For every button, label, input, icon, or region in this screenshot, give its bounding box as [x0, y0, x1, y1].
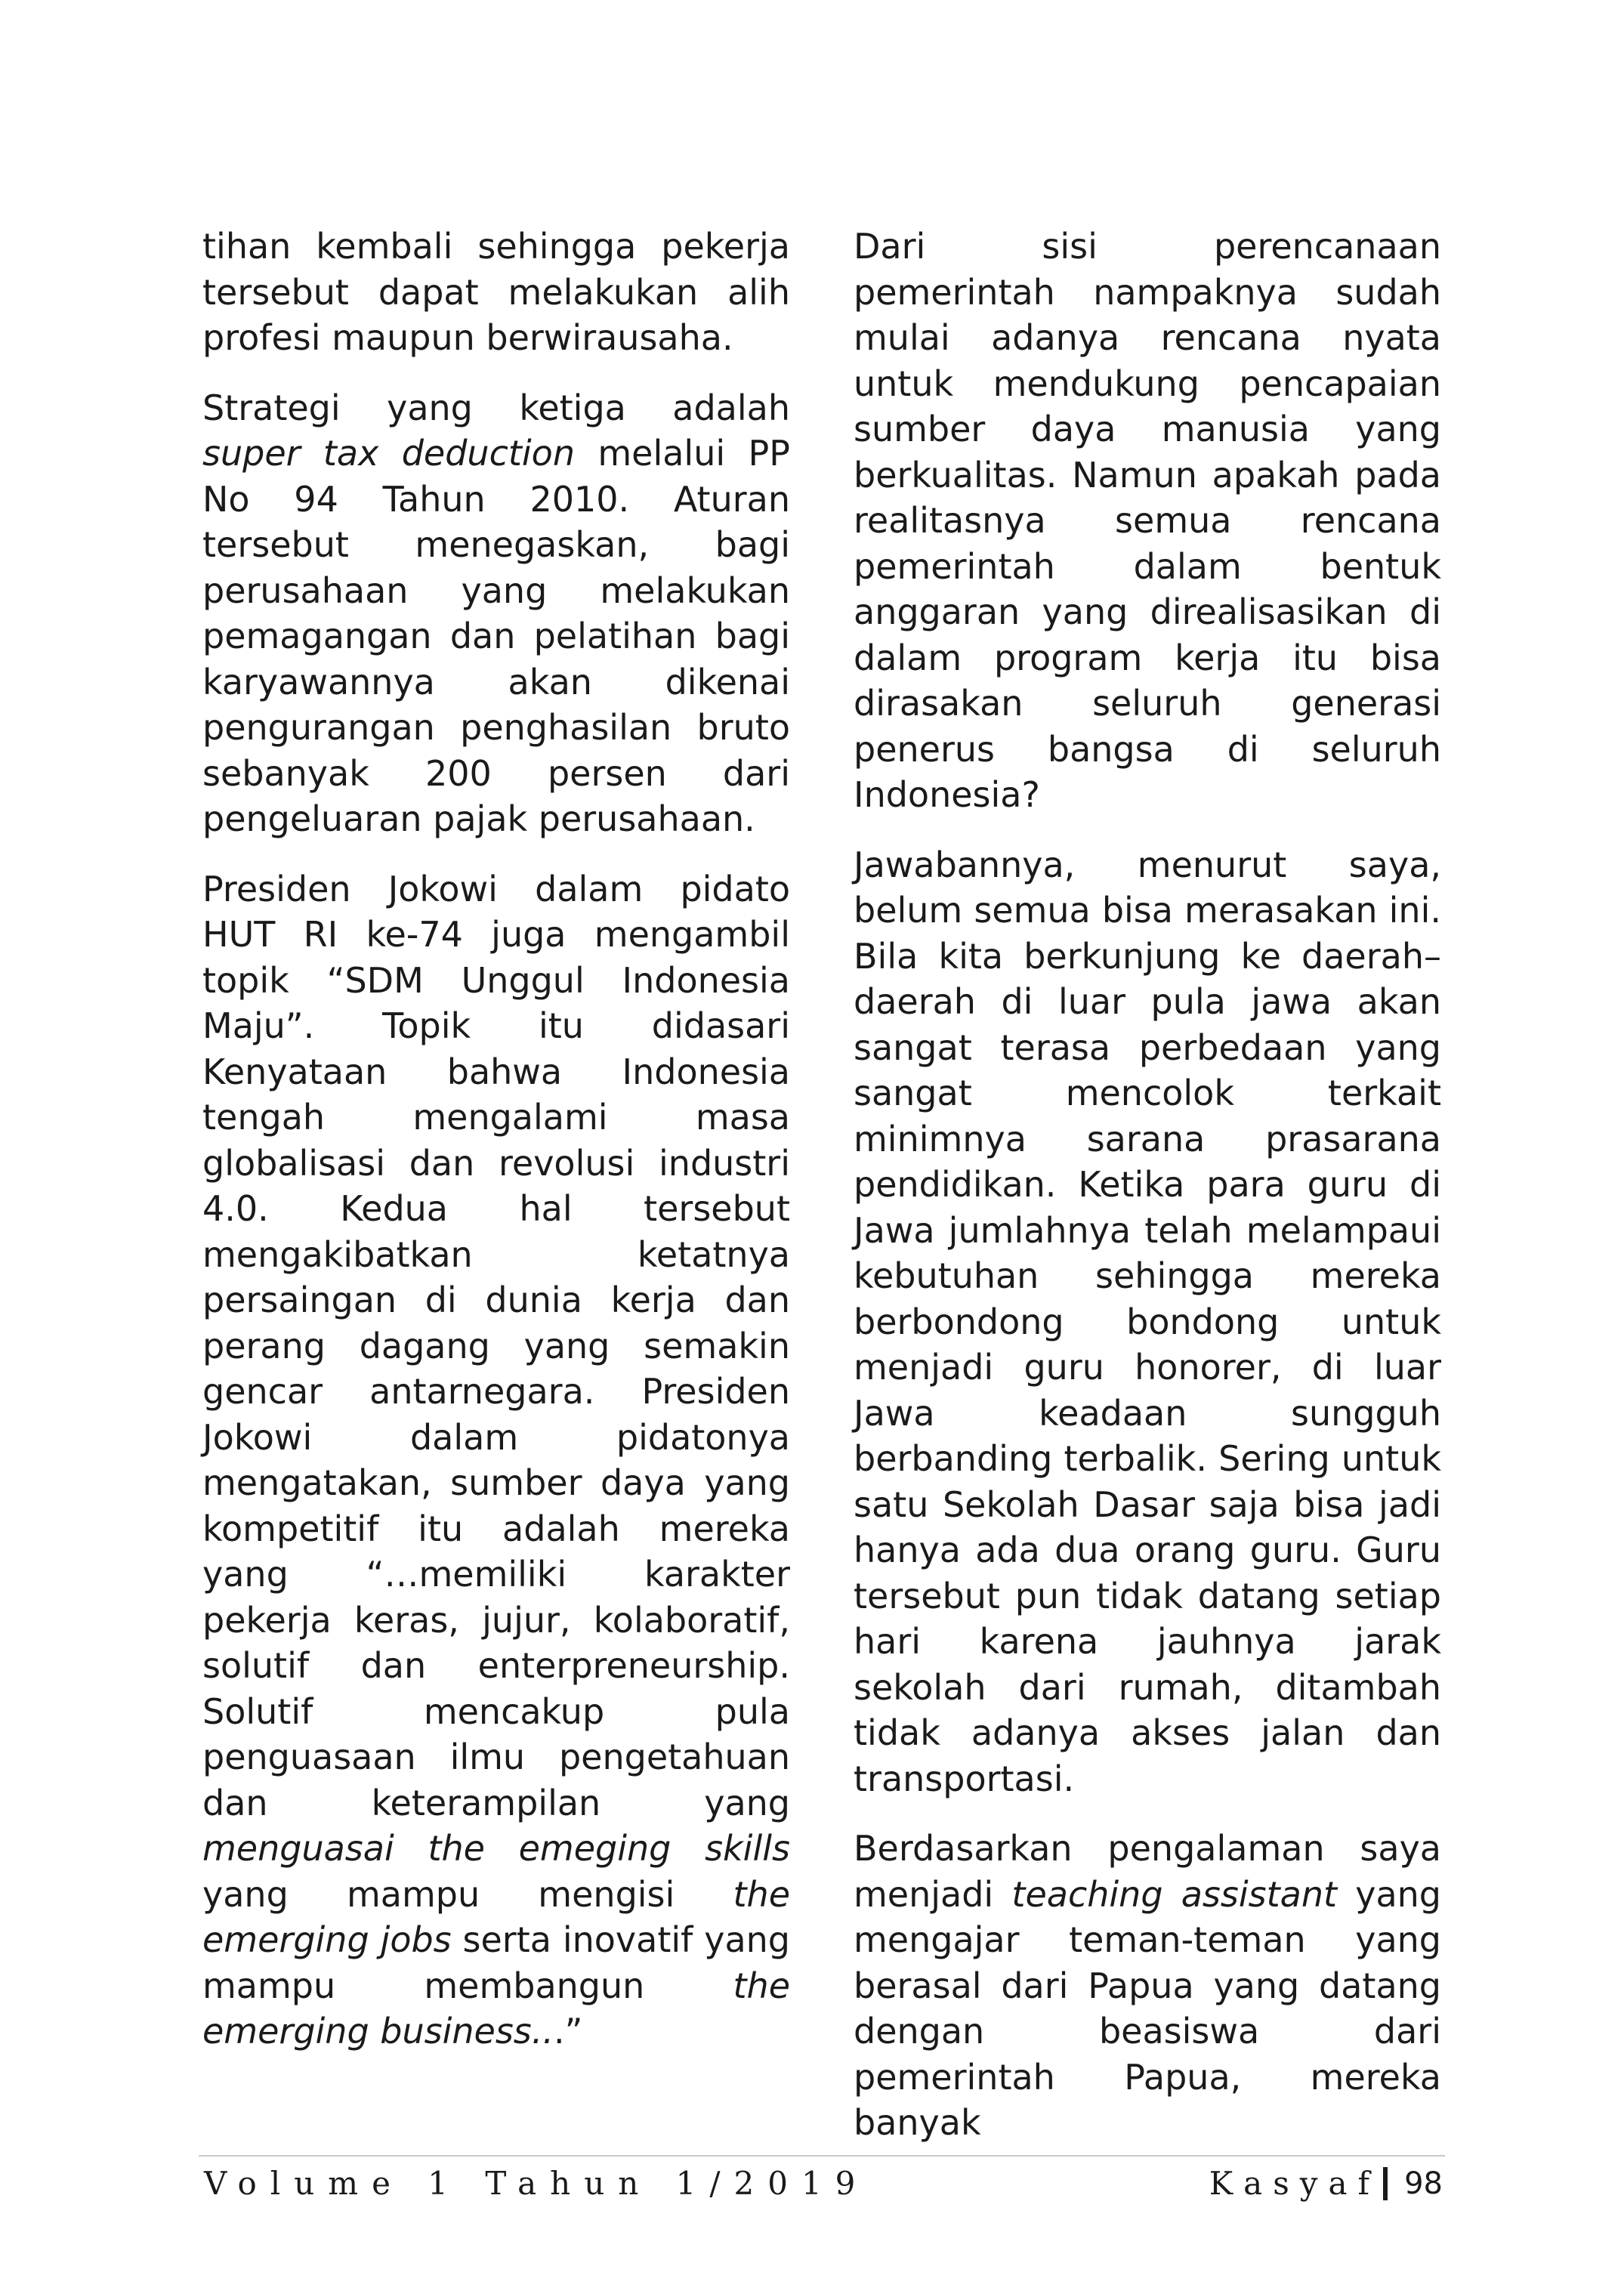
italic-text: menguasai the emeging skills — [202, 1828, 790, 1869]
text-run: Strategi yang ketiga adalah — [202, 387, 790, 428]
separator-bar — [1383, 2167, 1388, 2200]
right-column — [854, 224, 1441, 2170]
paragraph: Dari sisi perencanaan pemerintah nampaknya sudah mulai adanya rencana nyata untuk mendukung pencapaian sumber daya manusia yang berkualitas. Namun apakah pada realitasnya semua rencana pemerintah dalam bentuk anggaran yang direalisasikan di dalam program kerja itu bisa dirasakan seluruh generasi penerus bangsa di seluruh Indonesia? — [854, 226, 1441, 815]
paragraph — [854, 1826, 1441, 2146]
italic-text: teaching assistant — [1011, 1873, 1338, 1915]
paragraph — [202, 385, 790, 842]
left-column — [202, 224, 790, 2079]
paragraph — [202, 866, 790, 2055]
italic-text: super tax deduction — [202, 433, 575, 474]
page-number: 98 — [1404, 2166, 1443, 2201]
journal-name: Kasyaf — [1209, 2165, 1381, 2202]
italic-text: the emerging jobs — [202, 1873, 790, 1960]
footer-right — [1209, 2165, 1443, 2202]
text-run: yang mampu mengisi — [202, 1873, 733, 1915]
text-run: serta inovatif yang mampu membangun — [202, 1919, 790, 2006]
volume-label: Volume 1 Tahun 1/2019 — [204, 2165, 869, 2202]
text-run: yang mengajar teman-teman yang berasal dari Papua yang datang dengan beasiswa dari pemerintah Papua, mereka banyak — [854, 1873, 1441, 2143]
text-run: Berdasarkan pengalaman saya menjadi — [854, 1828, 1441, 1915]
paragraph: tihan kembali sehingga pekerja tersebut dapat melakukan alih profesi maupun berwirausaha. — [202, 226, 790, 358]
footer-divider — [199, 2155, 1445, 2157]
paragraph: Jawabannya, menurut saya, belum semua bisa merasakan ini. Bila kita berkunjung ke daerah–daerah di luar pula jawa akan sangat terasa perbedaan yang sangat mencolok terkait minimnya sarana prasarana pendidikan. Ketika para guru di Jawa jumlahnya telah melampaui kebutuhan sehingga mereka berbondong bondong untuk menjadi guru honorer, di luar Jawa keadaan sungguh berbanding terbalik. Sering untuk satu Sekolah Dasar saja bisa jadi hanya ada dua orang guru. Guru tersebut pun tidak datang setiap hari karena jauhnya jarak sekolah dari rumah, ditambah tidak adanya akses jalan dan transportasi. — [854, 844, 1441, 1799]
text-run: .” — [554, 2011, 583, 2052]
text-run: melalui PP No 94 Tahun 2010. Aturan tersebut menegaskan, bagi perusahaan yang melakukan pemagangan dan pelatihan bagi karyawannya akan dikenai pengurangan penghasilan bruto sebanyak 200 persen dari pengeluaran pajak perusahaan. — [202, 433, 790, 839]
text-run: Presiden Jokowi dalam pidato HUT RI ke-74 juga mengambil topik “SDM Unggul Indonesia Maju”. Topik itu didasari Kenyataan bahwa Indonesia tengah mengalami masa globalisasi dan revolusi industri 4.0. Kedua hal tersebut mengakibatkan ketatnya persaingan di dunia kerja dan perang dagang yang semakin gencar antarnegara. Presiden Jokowi dalam pidatonya mengatakan, sumber daya yang kompetitif itu adalah mereka yang “…memiliki karakter pekerja keras, jujur, kolaboratif, solutif dan enterpreneurship. Solutif mencakup pula penguasaan ilmu pengetahuan dan keterampilan yang — [202, 868, 790, 1823]
italic-text: the emerging business.. — [202, 1965, 790, 2052]
